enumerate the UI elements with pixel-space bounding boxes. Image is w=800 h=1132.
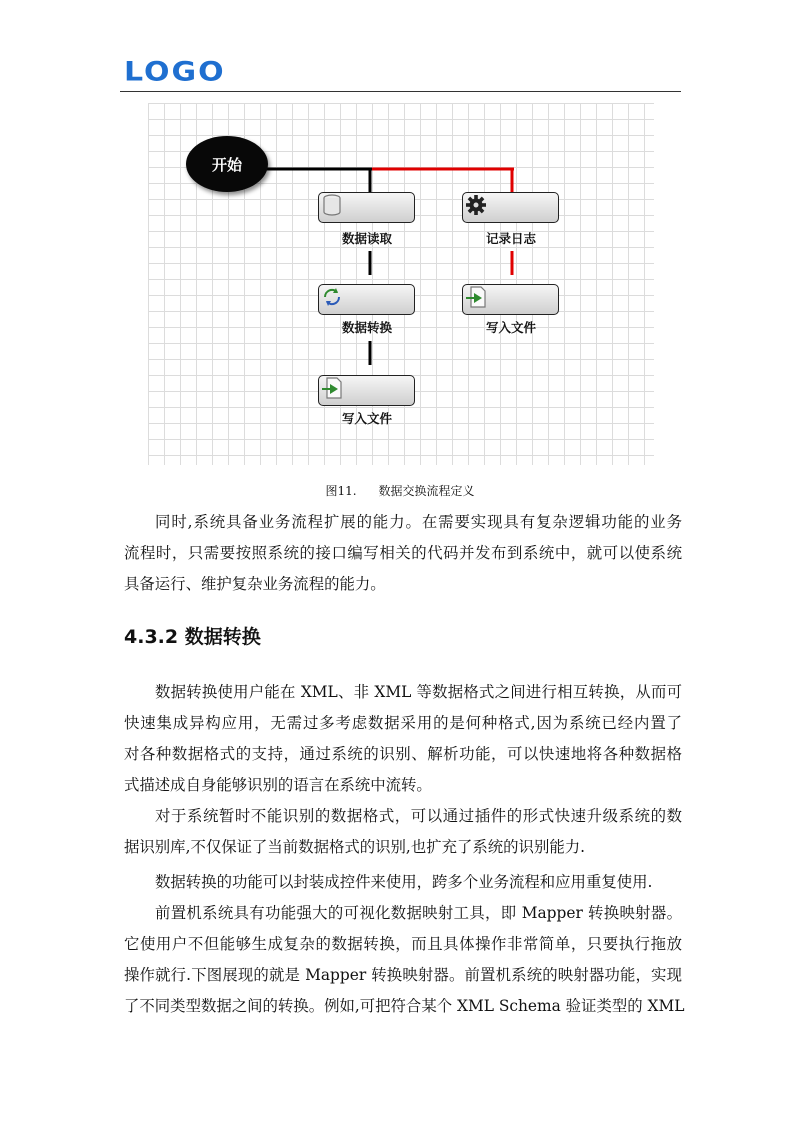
text-line: 式描述成自身能够识别的语言在系统中流转。 <box>124 776 432 794</box>
gear-icon <box>463 193 489 217</box>
file-write-icon <box>463 285 489 309</box>
paragraph-mapper <box>124 898 685 1022</box>
section-heading: 4.3.2 数据转换 <box>124 626 261 648</box>
text-line: 对各种数据格式的支持，通过系统的识别、解析功能，可以快速地将各种数据格 <box>124 745 682 763</box>
write-file-label-bottom: 写入文件 <box>341 411 392 426</box>
database-icon <box>319 193 345 217</box>
data-convert-label: 数据转换 <box>341 320 392 335</box>
text-line: 操作就行.下图展现的就是 Mapper 转换映射器。前置机系统的映射器功能，实现 <box>124 966 682 984</box>
text-line: 具备运行、维护复杂业务流程的能力。 <box>124 575 386 593</box>
data-convert-node[interactable] <box>318 284 415 315</box>
paragraph-plugin <box>124 801 682 863</box>
start-node[interactable] <box>186 136 268 192</box>
data-read-node[interactable] <box>318 192 415 223</box>
text-line: 它使用户不但能够生成复杂的数据转换，而且具体操作非常简单，只要执行拖放 <box>124 935 682 953</box>
write-file-label-right: 写入文件 <box>485 320 536 335</box>
paragraph-process-extension <box>124 507 682 600</box>
write-file-node-bottom[interactable] <box>318 375 415 406</box>
text-line: 对于系统暂时不能识别的数据格式，可以通过插件的形式快速升级系统的数 <box>155 807 682 825</box>
text-line: 了不同类型数据之间的转换。例如,可把符合某个 XML Schema 验证类型的 XML <box>124 997 685 1015</box>
header-divider <box>120 91 681 92</box>
log-node[interactable] <box>462 192 559 223</box>
log-label: 记录日志 <box>485 231 536 246</box>
data-read-label: 数据读取 <box>341 231 392 246</box>
text-line: 前置机系统具有功能强大的可视化数据映射工具，即 Mapper 转换映射器。 <box>155 904 682 922</box>
figure-caption <box>0 482 800 499</box>
file-write-icon <box>319 376 345 400</box>
text-line: 快速集成异构应用，无需过多考虑数据采用的是何种格式,因为系统已经内置了 <box>124 714 682 732</box>
text-line: 同时,系统具备业务流程扩展的能力。在需要实现具有复杂逻辑功能的业务 <box>155 513 682 531</box>
caption-text: 数据交换流程定义 <box>378 484 475 498</box>
paragraph-data-conversion <box>124 677 682 801</box>
logo: LOGO <box>124 56 226 88</box>
refresh-icon <box>319 285 345 309</box>
flow-diagram <box>148 103 654 465</box>
start-label: 开始 <box>211 155 242 174</box>
paragraph-control <box>124 867 682 898</box>
caption-number: 图11. <box>325 484 357 498</box>
text-line: 数据转换的功能可以封装成控件来使用，跨多个业务流程和应用重复使用. <box>155 873 653 891</box>
text-line: 流程时，只需要按照系统的接口编写相关的代码并发布到系统中，就可以使系统 <box>124 544 682 562</box>
text-line: 据识别库,不仅保证了当前数据格式的识别,也扩充了系统的识别能力. <box>124 838 586 856</box>
text-line: 数据转换使用户能在 XML、非 XML 等数据格式之间进行相互转换，从而可 <box>155 683 682 701</box>
write-file-node-right[interactable] <box>462 284 559 315</box>
